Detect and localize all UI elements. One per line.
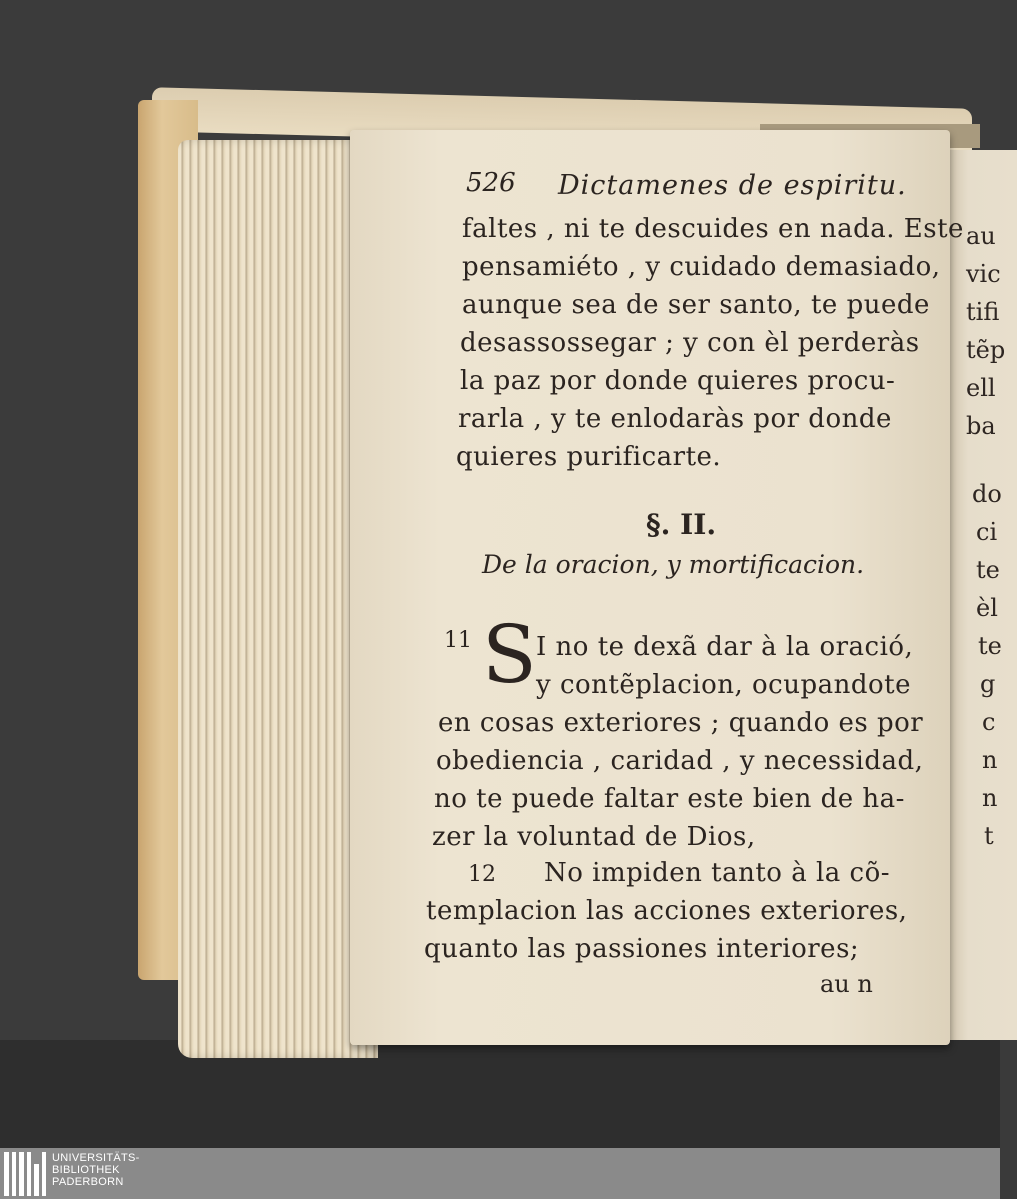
- facing-page-fragment: ba: [966, 412, 996, 440]
- facing-page-fragment: èl: [976, 594, 998, 622]
- text-line: zer la voluntad de Dios,: [432, 822, 756, 852]
- section-heading: §. II.: [646, 508, 717, 541]
- facing-page-fragment: au: [966, 222, 996, 250]
- page-number: 526: [466, 168, 516, 198]
- text-line: la paz por donde quieres procu-: [460, 366, 896, 396]
- running-head: Dictamenes de espiritu.: [558, 170, 907, 201]
- library-footer-bar: [0, 1148, 1000, 1199]
- text-line: I no te dexã dar à la oració,: [536, 632, 914, 662]
- facing-page-fragment: do: [972, 480, 1002, 508]
- library-name-line: PADERBORN: [52, 1176, 124, 1188]
- paragraph-number: 12: [468, 862, 496, 887]
- text-line: No impiden tanto à la cõ-: [544, 858, 891, 888]
- facing-page-fragment: te: [978, 632, 1002, 660]
- facing-page-fragment: ci: [976, 518, 998, 546]
- text-line: quieres purificarte.: [456, 442, 722, 472]
- facing-page-fragment: te: [976, 556, 1000, 584]
- page-block-edges: [178, 140, 378, 1058]
- text-line: pensamiéto , y cuidado demasiado,: [462, 252, 941, 282]
- facing-page-fragment: ell: [966, 374, 996, 402]
- text-line: quanto las passiones interiores;: [424, 934, 860, 964]
- text-line: en cosas exteriores ; quando es por: [438, 708, 924, 738]
- table-background: [0, 1040, 1000, 1148]
- text-line: obediencia , caridad , y necessidad,: [436, 746, 924, 776]
- library-name-line: BIBLIOTHEK: [52, 1164, 120, 1176]
- text-line: templacion las acciones exteriores,: [426, 896, 908, 926]
- facing-page-fragment: t: [984, 822, 994, 850]
- text-line: no te puede faltar este bien de ha-: [434, 784, 905, 814]
- facing-page-fragment: g: [980, 670, 996, 698]
- paragraph-number: 11: [444, 628, 472, 653]
- facing-page-fragment: tifi: [966, 298, 1000, 326]
- text-line: aunque sea de ser santo, te puede: [462, 290, 930, 320]
- facing-page-fragment: n: [982, 746, 998, 774]
- section-subtitle: De la oracion, y mortificacion.: [482, 550, 865, 579]
- text-line: y contẽplacion, ocupandote: [536, 670, 911, 700]
- text-line: faltes , ni te descuides en nada. Este: [462, 214, 964, 244]
- drop-cap: S: [482, 608, 537, 701]
- text-line: desassossegar ; y con èl perderàs: [460, 328, 920, 358]
- facing-page-fragment: n: [982, 784, 998, 812]
- facing-page-fragment: tẽp: [966, 336, 1006, 364]
- facing-page-fragment: c: [982, 708, 996, 736]
- text-line: rarla , y te enlodaràs por donde: [458, 404, 892, 434]
- facing-page-fragment: vic: [966, 260, 1001, 288]
- library-logo-icon: [4, 1152, 46, 1196]
- library-name-line: UNIVERSITÄTS-: [52, 1152, 140, 1164]
- catchword: au n: [820, 970, 873, 998]
